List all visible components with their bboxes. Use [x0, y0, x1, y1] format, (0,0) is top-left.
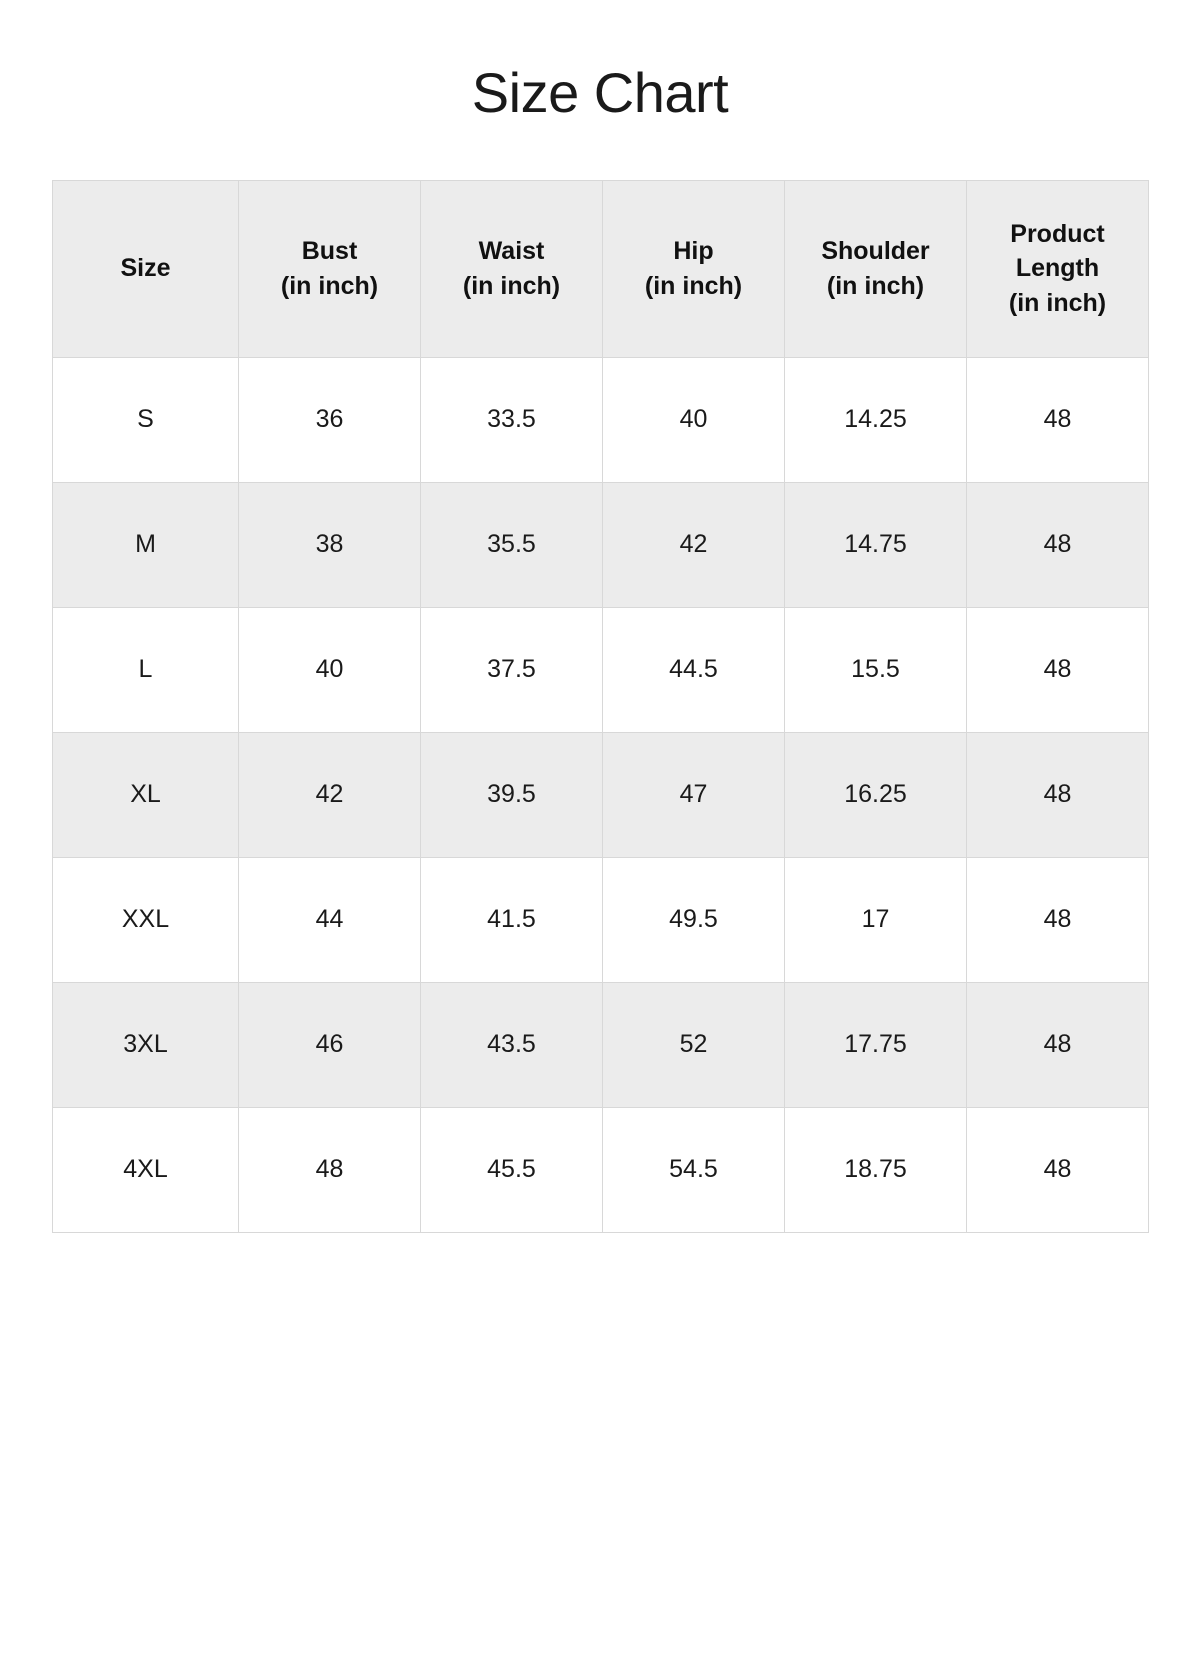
cell-size: XXL: [53, 857, 239, 982]
column-header-waist-label: Waist: [478, 237, 545, 266]
cell-waist: 39.5: [421, 732, 603, 857]
column-header-product-length: [967, 180, 1149, 357]
cell-shoulder: 14.75: [785, 482, 967, 607]
cell-product-length: 48: [967, 607, 1149, 732]
cell-hip: 54.5: [603, 1107, 785, 1232]
column-header-product-length-label-2: Length: [1015, 254, 1100, 283]
column-header-hip: [603, 180, 785, 357]
cell-shoulder: 17: [785, 857, 967, 982]
cell-size: M: [53, 482, 239, 607]
cell-product-length: 48: [967, 732, 1149, 857]
size-chart-table-container: [52, 180, 1148, 1233]
cell-hip: 44.5: [603, 607, 785, 732]
cell-hip: 52: [603, 982, 785, 1107]
column-header-shoulder-unit: (in inch): [826, 271, 925, 300]
cell-hip: 42: [603, 482, 785, 607]
column-header-bust-unit: (in inch): [280, 271, 379, 300]
cell-product-length: 48: [967, 857, 1149, 982]
size-chart-table: [52, 180, 1149, 1233]
column-header-shoulder: [785, 180, 967, 357]
cell-shoulder: 14.25: [785, 357, 967, 482]
column-header-shoulder-label: Shoulder: [821, 237, 930, 266]
cell-product-length: 48: [967, 982, 1149, 1107]
cell-shoulder: 18.75: [785, 1107, 967, 1232]
column-header-waist: [421, 180, 603, 357]
cell-size: XL: [53, 732, 239, 857]
column-header-product-length-label-1: Product: [1010, 219, 1105, 248]
table-row: [53, 982, 1149, 1107]
cell-waist: 33.5: [421, 357, 603, 482]
cell-product-length: 48: [967, 357, 1149, 482]
cell-shoulder: 17.75: [785, 982, 967, 1107]
table-header: [53, 180, 1149, 357]
cell-size: 3XL: [53, 982, 239, 1107]
cell-hip: 40: [603, 357, 785, 482]
table-row: [53, 732, 1149, 857]
table-row: [53, 357, 1149, 482]
cell-bust: 48: [239, 1107, 421, 1232]
cell-size: 4XL: [53, 1107, 239, 1232]
column-header-waist-unit: (in inch): [462, 271, 561, 300]
column-header-bust: [239, 180, 421, 357]
cell-hip: 49.5: [603, 857, 785, 982]
column-header-bust-label: Bust: [301, 237, 358, 266]
column-header-size: [53, 180, 239, 357]
cell-product-length: 48: [967, 1107, 1149, 1232]
table-body: [53, 357, 1149, 1232]
cell-size: S: [53, 357, 239, 482]
size-chart-page: [0, 62, 1200, 1662]
table-row: [53, 1107, 1149, 1232]
cell-bust: 38: [239, 482, 421, 607]
cell-bust: 36: [239, 357, 421, 482]
table-row: [53, 482, 1149, 607]
cell-waist: 43.5: [421, 982, 603, 1107]
cell-size: L: [53, 607, 239, 732]
cell-hip: 47: [603, 732, 785, 857]
cell-bust: 40: [239, 607, 421, 732]
cell-bust: 42: [239, 732, 421, 857]
cell-waist: 37.5: [421, 607, 603, 732]
cell-waist: 41.5: [421, 857, 603, 982]
cell-bust: 44: [239, 857, 421, 982]
cell-waist: 35.5: [421, 482, 603, 607]
table-row: [53, 857, 1149, 982]
column-header-hip-unit: (in inch): [644, 271, 743, 300]
column-header-product-length-unit: (in inch): [1008, 288, 1107, 317]
cell-shoulder: 16.25: [785, 732, 967, 857]
cell-waist: 45.5: [421, 1107, 603, 1232]
column-header-size-label: Size: [120, 254, 171, 283]
cell-bust: 46: [239, 982, 421, 1107]
page-title: Size Chart: [471, 61, 729, 124]
table-row: [53, 607, 1149, 732]
column-header-hip-label: Hip: [673, 237, 714, 266]
table-header-row: [53, 180, 1149, 357]
cell-shoulder: 15.5: [785, 607, 967, 732]
cell-product-length: 48: [967, 482, 1149, 607]
